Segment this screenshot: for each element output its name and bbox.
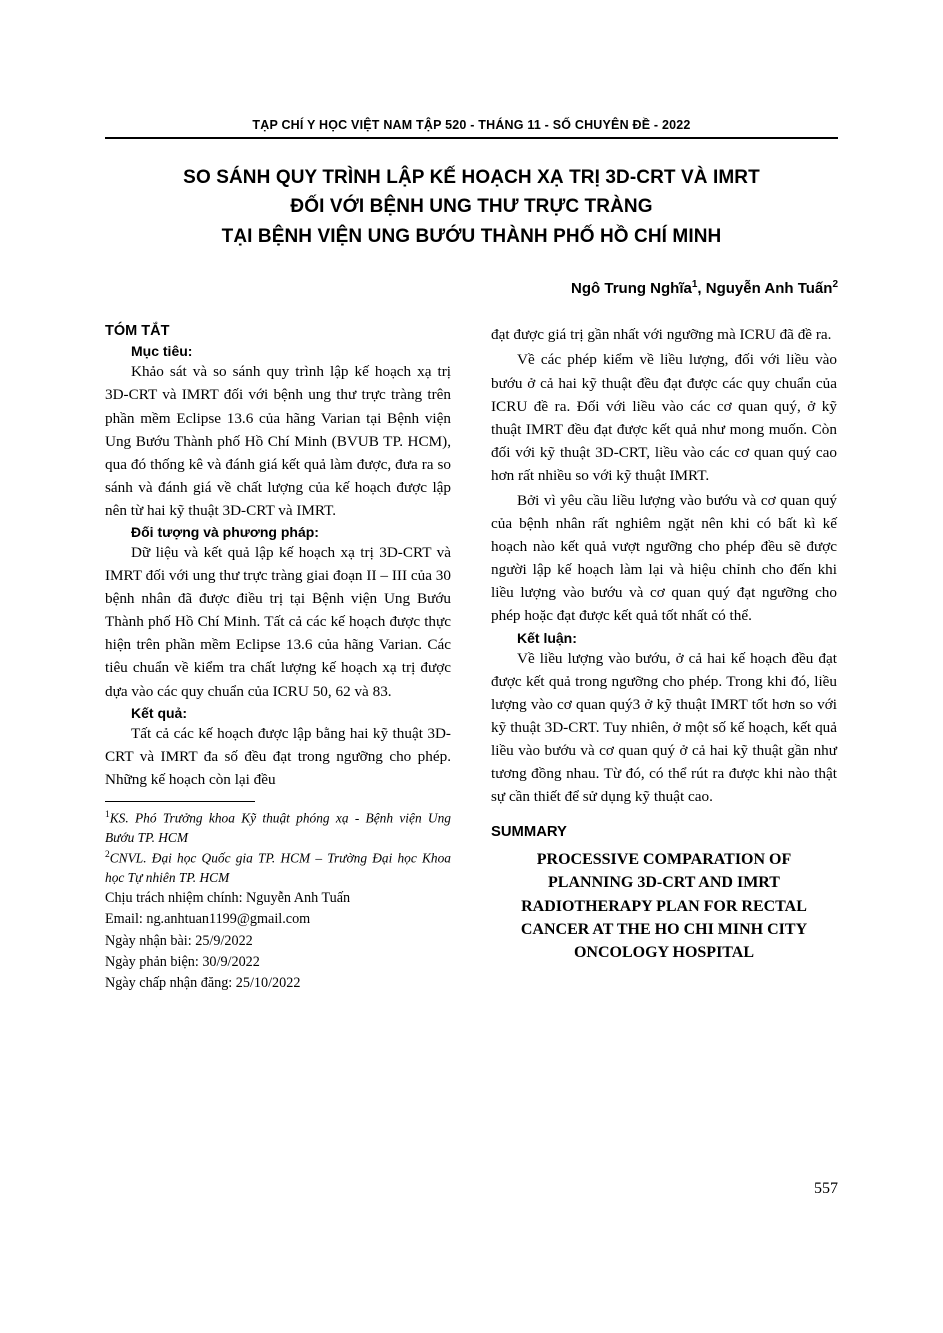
accepted-date: Ngày chấp nhận đăng: 25/10/2022 bbox=[105, 975, 301, 992]
summary-title-line-4: CANCER AT THE HO CHI MINH CITY bbox=[520, 920, 808, 938]
title-line-2: ĐỐI VỚI BỆNH UNG THƯ TRỰC TRÀNG bbox=[290, 196, 653, 218]
two-column-body bbox=[105, 323, 838, 994]
author-affiliation-marker-1: 1 bbox=[691, 279, 698, 291]
title-line-3: TẠI BỆNH VIỆN UNG BƯỚU THÀNH PHỐ HỒ CHÍ MINH bbox=[221, 225, 722, 247]
author-name-2: Nguyễn Anh Tuấn bbox=[705, 280, 833, 298]
left-column bbox=[105, 323, 451, 994]
corresponding-email: Email: ng.anhtuan1199@gmail.com bbox=[105, 911, 311, 928]
page-number: 557 bbox=[814, 1180, 838, 1197]
result-heading: Kết quả: bbox=[131, 704, 187, 721]
summary-title-line-2: PLANNING 3D-CRT AND IMRT bbox=[548, 874, 780, 892]
result-paragraph: Tất cả các kế hoạch được lập bằng hai kỹ thuật 3D-CRT và IMRT đa số đều đạt trong ngưỡng cho phép. Những kế hoạch còn lại đều bbox=[105, 724, 451, 788]
summary-title-line-3: RADIOTHERAPY PLAN FOR RECTAL bbox=[521, 897, 807, 915]
received-date: Ngày nhận bài: 25/9/2022 bbox=[105, 932, 253, 949]
right-paragraph-2: Về các phép kiểm về liều lượng, đối với liều vào bướu ở cả hai kỹ thuật đều đạt được các quy chuẩn của ICRU đề ra. Đối với liều vào các cơ quan quý, ở kỹ thuật IMRT đều đạt được kết quả như mong muốn. Còn đối với kỹ thuật 3D-CRT, liều vào các cơ quan quý cao hơn rất nhiều so với kỹ thuật IMRT. bbox=[491, 351, 837, 484]
page-title bbox=[105, 163, 838, 251]
author-separator: , bbox=[697, 280, 706, 298]
conclusion-paragraph: Về liều lượng vào bướu, ở cả hai kế hoạch đều đạt được kết quả trong ngưỡng cho phép. Trong khi đó, liều lượng vào cơ quan quý3 ở kỹ thuật IMRT tốt hơn so với kỹ thuật 3D-CRT. Tuy nhiên, ở một số kế hoạch, kết quả liều vào bướu và cơ quan quý ở cả hai kỹ thuật gần như tương đồng nhau. Từ đó, có thể rút ra được khi nào thật sự cần thiết để sử dụng kỹ thuật cao. bbox=[491, 649, 837, 806]
footnote-divider bbox=[105, 801, 255, 802]
title-line-1: SO SÁNH QUY TRÌNH LẬP KẾ HOẠCH XẠ TRỊ 3D-CRT VÀ IMRT bbox=[183, 167, 760, 188]
author-affiliation-marker-2: 2 bbox=[832, 279, 838, 291]
objective-heading: Mục tiêu: bbox=[131, 343, 193, 360]
footnote-marker-2: 2 bbox=[105, 850, 110, 861]
summary-title bbox=[491, 848, 837, 964]
footnote-2 bbox=[105, 848, 451, 888]
author-name-1: Ngô Trung Nghĩa bbox=[571, 280, 692, 298]
author-list bbox=[105, 279, 838, 297]
summary-heading: SUMMARY bbox=[491, 824, 567, 841]
reviewed-date: Ngày phản biện: 30/9/2022 bbox=[105, 954, 260, 971]
footnote-2-text: CNVL. Đại học Quốc gia TP. HCM – Trường Đại học Khoa học Tự nhiên TP. HCM bbox=[105, 850, 451, 886]
corresponding-author: Chịu trách nhiệm chính: Nguyễn Anh Tuấn bbox=[105, 890, 351, 907]
summary-title-line-1: PROCESSIVE COMPARATION OF bbox=[536, 851, 792, 869]
method-paragraph: Dữ liệu và kết quả lập kế hoạch xạ trị 3D-CRT và IMRT đối với ung thư trực tràng giai đoạn II – III của 30 bệnh nhân đã được điều trị tại Bệnh viện Ung Bướu Thành phố Hồ Chí Minh. Tất cả các kế hoạch được thực hiện trên phần mềm Eclipse 13.6 của hãng Varian. Các tiêu chuẩn về kiểm tra chất lượng kế hoạch xạ trị được dựa vào các quy chuẩn của ICRU 50, 62 và 83. bbox=[105, 543, 451, 700]
objective-paragraph: Khảo sát và so sánh quy trình lập kế hoạch xạ trị 3D-CRT và IMRT đối với bệnh ung thư trực tràng trên phần mềm Eclipse 13.6 của hãng Varian tại Bệnh viện Ung Bướu Thành phố Hồ Chí Minh (BVUB TP. HCM), qua đó thống kê và đánh giá kết quả làm được, đưa ra so sánh và đánh giá về chất lượng của kế hoạch được lập nên từ hai kỹ thuật 3D-CRT và IMRT. bbox=[105, 363, 451, 519]
right-paragraph-3: Bởi vì yêu cầu liều lượng vào bướu và cơ quan quý của bệnh nhân rất nghiêm ngặt nên khi có bất kì kế hoạch nào kết quả vượt ngưỡng cho phép đều sẽ được người lập kế hoạch làm lại và hiệu chỉnh cho đến khi liều lượng vào bướu và cơ quan quý đạt ngưỡng cho phép hoặc đạt được kết quả tốt nhất có thể. bbox=[491, 491, 837, 625]
right-column bbox=[491, 323, 837, 964]
summary-title-line-5: ONCOLOGY HOSPITAL bbox=[573, 943, 755, 961]
abstract-heading: TÓM TẮT bbox=[105, 323, 170, 340]
method-heading: Đối tượng và phương pháp: bbox=[131, 523, 319, 540]
conclusion-heading: Kết luận: bbox=[517, 629, 577, 646]
footnote-marker-1: 1 bbox=[105, 809, 110, 820]
footnote-1-text: KS. Phó Trưởng khoa Kỹ thuật phóng xạ - Bệnh viện Ung Bướu TP. HCM bbox=[105, 810, 451, 846]
running-head: TẠP CHÍ Y HỌC VIỆT NAM TẬP 520 - THÁNG 11 - SỐ CHUYÊN ĐỀ - 2022 bbox=[105, 118, 838, 139]
page-content bbox=[105, 118, 838, 995]
footnote-1 bbox=[105, 808, 451, 848]
right-paragraph-1: đạt được giá trị gần nhất với ngưỡng mà ICRU đã đề ra. bbox=[491, 326, 832, 344]
